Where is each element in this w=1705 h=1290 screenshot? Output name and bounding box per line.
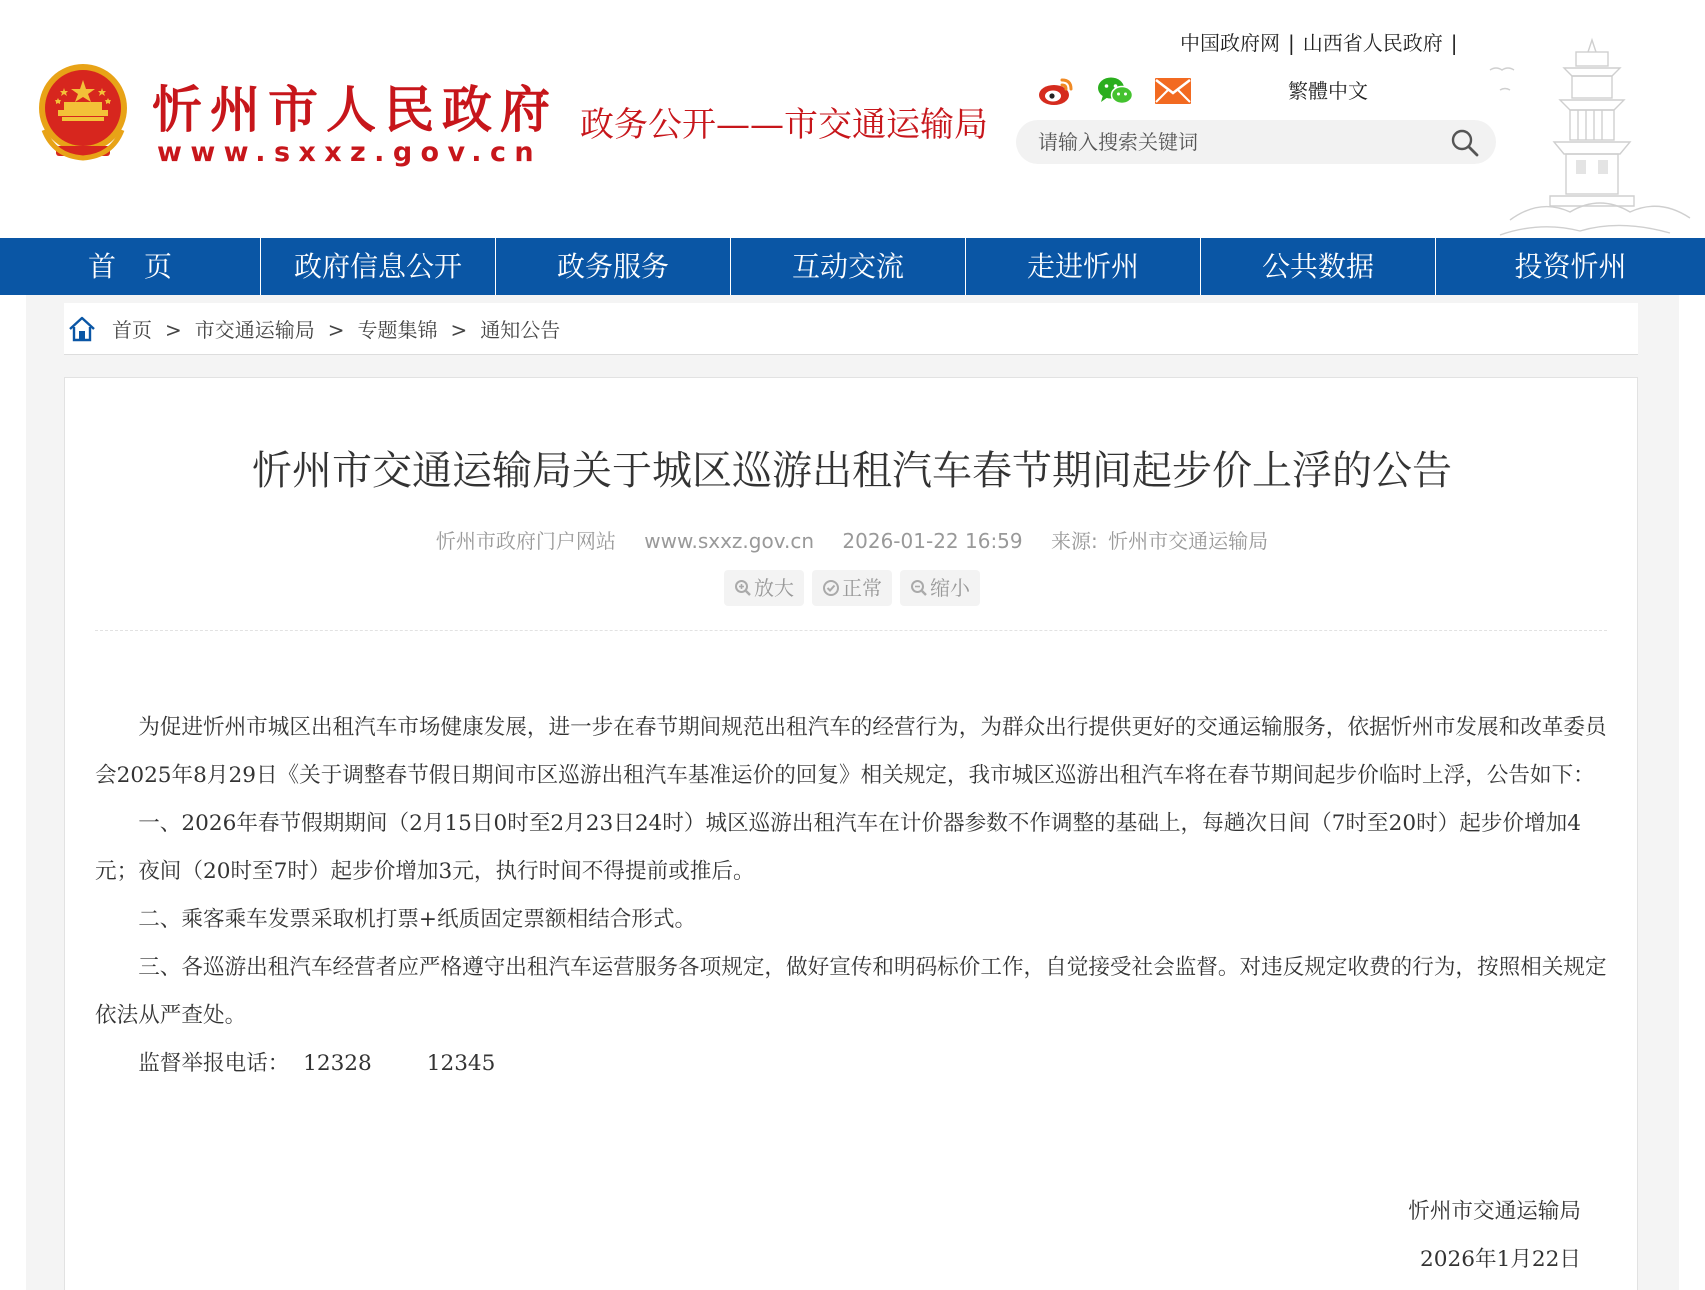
- article-meta: [65, 528, 1639, 554]
- main-nav: [0, 238, 1705, 295]
- zoom-in-icon: [734, 579, 752, 597]
- nav-invest[interactable]: 投资忻州: [1514, 250, 1627, 283]
- breadcrumb-separator: >: [165, 318, 182, 342]
- enlarge-font-label: 放大: [754, 576, 794, 600]
- normal-font-button[interactable]: [812, 570, 892, 606]
- signature-org: 忻州市交通运输局: [1408, 1199, 1581, 1224]
- breadcrumb: [64, 303, 1638, 355]
- shrink-font-label: 缩小: [930, 576, 970, 600]
- nav-home[interactable]: 首 页: [0, 238, 261, 295]
- search-box: [1016, 120, 1496, 164]
- site-header: [0, 0, 1705, 238]
- nav-about-xinzhou[interactable]: 走进忻州: [966, 238, 1201, 295]
- meta-url: www.sxxz.gov.cn: [644, 529, 815, 553]
- article-title: 忻州市交通运输局关于城区巡游出租汽车春节期间起步价上浮的公告: [252, 448, 1452, 494]
- breadcrumb-notices[interactable]: 通知公告: [480, 318, 561, 342]
- link-shanxi-gov[interactable]: 山西省人民政府: [1302, 31, 1443, 55]
- signature-block: [1408, 1188, 1581, 1284]
- site-url: www.sxxz.gov.cn: [157, 137, 542, 168]
- breadcrumb-transport-bureau[interactable]: 市交通运输局: [194, 318, 315, 342]
- shrink-font-button[interactable]: [900, 570, 980, 606]
- signature-date: 2026年1月22日: [1420, 1247, 1581, 1272]
- meta-portal: 忻州市政府门户网站: [435, 529, 616, 553]
- paragraph-item-1: 一、2026年春节假期期间（2月15日0时至2月23日24时）城区巡游出租汽车在计价器参数不作调整的基础上，每趟次日间（7时至20时）起步价增加4元；夜间（20时至7时）起步价增加3元，执行时间不得提前或推后。: [95, 811, 1581, 884]
- pagoda-illustration: [1480, 30, 1705, 238]
- hotline-line: [95, 1040, 1609, 1088]
- breadcrumb-separator: >: [450, 318, 468, 342]
- national-emblem-icon: [34, 60, 132, 164]
- meta-datetime: 2026-01-22 16:59: [842, 529, 1023, 553]
- title-divider: [95, 630, 1607, 631]
- breadcrumb-separator: >: [327, 318, 345, 342]
- hotline-number: 12328: [303, 1051, 372, 1076]
- breadcrumb-trail: [112, 317, 560, 343]
- breadcrumb-home[interactable]: 首页: [112, 318, 152, 342]
- article-body: [95, 704, 1609, 1088]
- language-toggle[interactable]: 繁體中文: [1288, 79, 1368, 103]
- meta-source-label: 来源:: [1051, 529, 1098, 553]
- meta-source: 忻州市交通运输局: [1108, 529, 1269, 553]
- paragraph-intro: 为促进忻州市城区出租汽车市场健康发展，进一步在春节期间规范出租汽车的经营行为，为群众出行提供更好的交通运输服务，依据忻州市发展和改革委员会2025年8月29日《关于调整春节假日期间市区巡游出租汽车基准运价的回复》相关规定，我市城区巡游出租汽车将在春节期间起步价临时上浮，公告如下：: [95, 715, 1607, 788]
- enlarge-font-button[interactable]: [724, 570, 804, 606]
- site-name: 忻州市人民政府: [152, 80, 558, 139]
- breadcrumb-special-topics[interactable]: 专题集锦: [357, 318, 438, 342]
- nav-interaction[interactable]: 互动交流: [731, 238, 966, 295]
- reset-icon: [822, 579, 840, 597]
- font-size-tools: [65, 570, 1639, 606]
- paragraph-item-3: 三、各巡游出租汽车经营者应严格遵守出租汽车运营服务各项规定，做好宣传和明码标价工作，自觉接受社会监督。对违反规定收费的行为，按照相关规定依法从严查处。: [95, 955, 1607, 1028]
- hotline-label: 监督举报电话：: [138, 1051, 290, 1076]
- mail-icon[interactable]: [1154, 74, 1192, 108]
- department-title: 政务公开——市交通运输局: [580, 105, 988, 145]
- weibo-icon[interactable]: [1038, 74, 1076, 108]
- normal-font-label: 正常: [842, 576, 882, 600]
- search-input[interactable]: [1038, 128, 1438, 156]
- nav-gov-info[interactable]: 政府信息公开: [261, 238, 496, 295]
- search-icon[interactable]: [1450, 128, 1480, 158]
- wechat-icon[interactable]: [1096, 74, 1134, 108]
- nav-gov-services[interactable]: 政务服务: [496, 238, 731, 295]
- nav-public-data[interactable]: 公共数据: [1201, 238, 1436, 295]
- hotline-number: 12345: [426, 1051, 496, 1076]
- top-links: 中国政府网 | 山西省人民政府 |: [1180, 31, 1458, 55]
- home-icon[interactable]: [68, 316, 96, 342]
- article-panel: [64, 377, 1638, 1290]
- zoom-out-icon: [910, 579, 928, 597]
- link-china-gov[interactable]: 中国政府网: [1180, 31, 1280, 55]
- paragraph-item-2: 二、乘客乘车发票采取机打票+纸质固定票额相结合形式。: [138, 907, 697, 932]
